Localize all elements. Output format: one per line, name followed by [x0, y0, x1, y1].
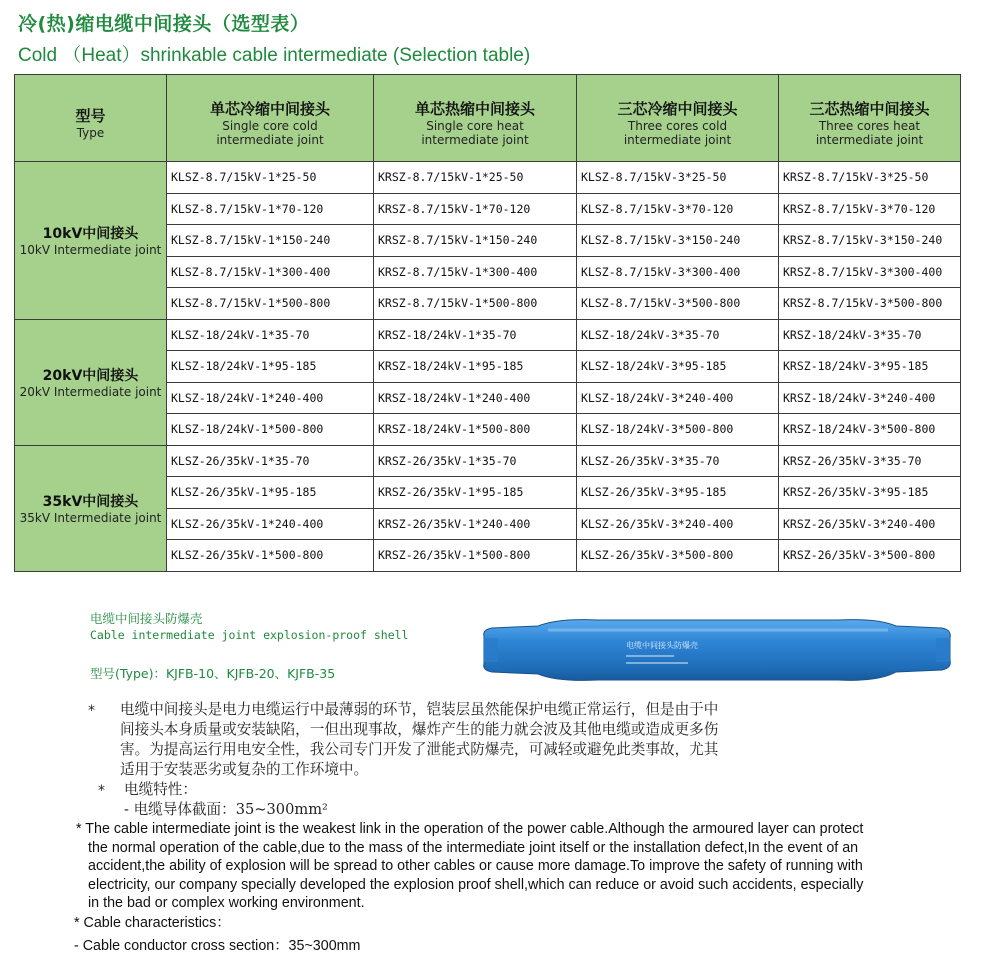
group-label-cn: 20kV中间接头	[42, 368, 139, 384]
shell-end-cap	[484, 638, 498, 662]
shell-title-en: Cable intermediate joint explosion-proof shell	[90, 628, 409, 642]
table-cell: KRSZ-8.7/15kV-1*300-400	[374, 256, 577, 288]
table-cell: KLSZ-26/35kV-1*35-70	[167, 445, 374, 477]
description-cn	[120, 700, 940, 780]
description-en	[76, 820, 976, 913]
table-cell: KRSZ-18/24kV-3*240-400	[779, 382, 961, 414]
header-label-en: intermediate joint	[216, 132, 324, 147]
group-35kv	[15, 445, 167, 571]
header-three-cold	[577, 75, 779, 162]
table-cell: KRSZ-18/24kV-3*95-185	[779, 351, 961, 383]
header-label-en: Single core cold	[222, 118, 318, 133]
group-label-en: 35kV Intermediate joint	[19, 511, 162, 525]
bullet-marker: *	[88, 703, 95, 719]
description-line: 适用于安装恶劣或复杂的工作环境中。	[120, 761, 369, 778]
table-cell: KLSZ-18/24kV-1*95-185	[167, 351, 374, 383]
shell-end-cap	[936, 638, 950, 662]
table-cell: KRSZ-8.7/15kV-1*25-50	[374, 162, 577, 194]
table-header-row	[15, 75, 961, 162]
table-cell: KRSZ-8.7/15kV-1*150-240	[374, 225, 577, 257]
table-cell: KRSZ-8.7/15kV-3*70-120	[779, 193, 961, 225]
table-cell: KRSZ-26/35kV-3*500-800	[779, 540, 961, 572]
header-label-en: intermediate joint	[421, 132, 529, 147]
table-cell: KRSZ-26/35kV-3*35-70	[779, 445, 961, 477]
table-cell: KRSZ-8.7/15kV-3*150-240	[779, 225, 961, 257]
table-cell: KRSZ-8.7/15kV-3*25-50	[779, 162, 961, 194]
shell-label: 电缆中间接头防爆壳	[626, 641, 698, 650]
table-cell: KRSZ-26/35kV-1*95-185	[374, 477, 577, 509]
table-cell: KRSZ-8.7/15kV-3*300-400	[779, 256, 961, 288]
group-label-cn: 10kV中间接头	[42, 226, 139, 243]
table-cell: KRSZ-26/35kV-1*35-70	[374, 445, 577, 477]
header-label-cn: 单芯冷缩中间接头	[209, 99, 330, 118]
description-line: the normal operation of the cable,due to the mass of the intermediate joint itself or the installation defect,In the event of an	[88, 839, 859, 856]
header-type	[15, 75, 167, 162]
header-label-en: Three cores cold	[627, 118, 728, 133]
table-cell: KRSZ-8.7/15kV-1*500-800	[374, 288, 577, 320]
table-cell: KLSZ-18/24kV-1*240-400	[167, 382, 374, 414]
table-cell: KLSZ-26/35kV-1*95-185	[167, 477, 374, 509]
description-line: electricity, our company specially developed the explosion proof shell,which can reduce or avoid such accidents, especially	[88, 876, 864, 893]
shell-title-cn: 电缆中间接头防爆壳	[90, 611, 203, 626]
table-cell: KLSZ-18/24kV-3*240-400	[577, 382, 779, 414]
table-row	[15, 445, 961, 477]
table-cell: KRSZ-26/35kV-3*95-185	[779, 477, 961, 509]
description-line: 电缆中间接头是电力电缆运行中最薄弱的环节，铠装层虽然能保护电缆正常运行，但是由于中	[120, 701, 719, 718]
table-cell: KLSZ-8.7/15kV-3*150-240	[577, 225, 779, 257]
table-cell: KRSZ-8.7/15kV-1*70-120	[374, 193, 577, 225]
table-cell: KLSZ-18/24kV-3*500-800	[577, 414, 779, 446]
header-label-cn: 型号	[75, 106, 106, 125]
bullet-marker: *	[98, 783, 105, 799]
table-row	[15, 319, 961, 351]
table-cell: KLSZ-26/35kV-3*500-800	[577, 540, 779, 572]
table-cell: KRSZ-8.7/15kV-3*500-800	[779, 288, 961, 320]
table-cell: KLSZ-26/35kV-1*240-400	[167, 508, 374, 540]
table-cell: KLSZ-8.7/15kV-1*70-120	[167, 193, 374, 225]
header-label-en: Three cores heat	[818, 118, 921, 133]
table-cell: KRSZ-18/24kV-1*240-400	[374, 382, 577, 414]
page-title-cn: 冷(热)缩电缆中间接头（选型表）	[18, 13, 310, 35]
group-10kv	[15, 162, 167, 320]
description-line: * The cable intermediate joint is the weakest link in the operation of the power cable.Although the armoured layer can protect	[76, 821, 864, 837]
table-row	[15, 162, 961, 194]
description-line: 间接头本身质量或安装缺陷，一但出现事故，爆炸产生的能力就会波及其他电缆或造成更多伤	[120, 721, 719, 738]
table-cell: KRSZ-26/35kV-1*500-800	[374, 540, 577, 572]
table-cell: KLSZ-8.7/15kV-1*500-800	[167, 288, 374, 320]
table-cell: KRSZ-26/35kV-3*240-400	[779, 508, 961, 540]
group-label-en: 10kV Intermediate joint	[19, 243, 162, 258]
table-cell: KLSZ-8.7/15kV-3*300-400	[577, 256, 779, 288]
table-cell: KLSZ-8.7/15kV-3*25-50	[577, 162, 779, 194]
characteristics-title-en: * Cable characteristics：	[74, 915, 231, 931]
description-line: accident,the ability of explosion will be spread to other cables or cause more damage.To improve the safety of running with	[88, 858, 863, 874]
header-label-en: Single core heat	[426, 118, 524, 133]
header-label-cn: 单芯热缩中间接头	[414, 99, 535, 118]
characteristics-item-cn: - 电缆导体截面：35~300mm²	[124, 801, 328, 818]
characteristics-item-en: - Cable conductor cross section：35~300mm	[74, 938, 361, 954]
selection-table	[14, 74, 961, 572]
header-single-cold	[167, 75, 374, 162]
header-label-en: Type	[76, 125, 105, 140]
header-single-heat	[374, 75, 577, 162]
characteristics-title-cn: 电缆特性：	[124, 781, 197, 798]
group-label-en: 20kV Intermediate joint	[19, 385, 162, 399]
table-cell: KLSZ-18/24kV-3*35-70	[577, 319, 779, 351]
header-three-heat	[779, 75, 961, 162]
table-cell: KLSZ-8.7/15kV-1*150-240	[167, 225, 374, 257]
header-label-en: intermediate joint	[815, 132, 924, 147]
page-title-en: Cold （Heat）shrinkable cable intermediate (Selection table)	[18, 45, 531, 66]
table-cell: KRSZ-18/24kV-1*500-800	[374, 414, 577, 446]
table-cell: KLSZ-8.7/15kV-1*300-400	[167, 256, 374, 288]
table-cell: KLSZ-26/35kV-3*240-400	[577, 508, 779, 540]
table-cell: KRSZ-18/24kV-3*500-800	[779, 414, 961, 446]
table-cell: KLSZ-26/35kV-3*95-185	[577, 477, 779, 509]
table-cell: KRSZ-18/24kV-1*35-70	[374, 319, 577, 351]
group-20kv	[15, 319, 167, 445]
table-cell: KLSZ-8.7/15kV-3*500-800	[577, 288, 779, 320]
description-line: in the bad or complex working environment.	[88, 895, 365, 911]
table-cell: KRSZ-18/24kV-3*35-70	[779, 319, 961, 351]
table-cell: KLSZ-8.7/15kV-1*25-50	[167, 162, 374, 194]
description-line: 害。为提高运行用电安全性，我公司专门开发了泄能式防爆壳，可减轻或避免此类事故，尤其	[120, 741, 719, 758]
header-label-cn: 三芯热缩中间接头	[809, 99, 930, 118]
group-label-cn: 35kV中间接头	[42, 494, 139, 510]
table-cell: KLSZ-18/24kV-1*500-800	[167, 414, 374, 446]
table-cell: KRSZ-18/24kV-1*95-185	[374, 351, 577, 383]
table-cell: KLSZ-26/35kV-1*500-800	[167, 540, 374, 572]
table-cell: KLSZ-8.7/15kV-3*70-120	[577, 193, 779, 225]
header-label-en: intermediate joint	[623, 132, 732, 147]
table-cell: KLSZ-18/24kV-3*95-185	[577, 351, 779, 383]
header-label-cn: 三芯冷缩中间接头	[617, 99, 738, 118]
table-cell: KRSZ-26/35kV-1*240-400	[374, 508, 577, 540]
explosion-proof-shell-image	[478, 614, 956, 688]
table-cell: KLSZ-18/24kV-1*35-70	[167, 319, 374, 351]
table-cell: KLSZ-26/35kV-3*35-70	[577, 445, 779, 477]
shell-type-line: 型号(Type)：KJFB-10、KJFB-20、KJFB-35	[90, 666, 336, 681]
